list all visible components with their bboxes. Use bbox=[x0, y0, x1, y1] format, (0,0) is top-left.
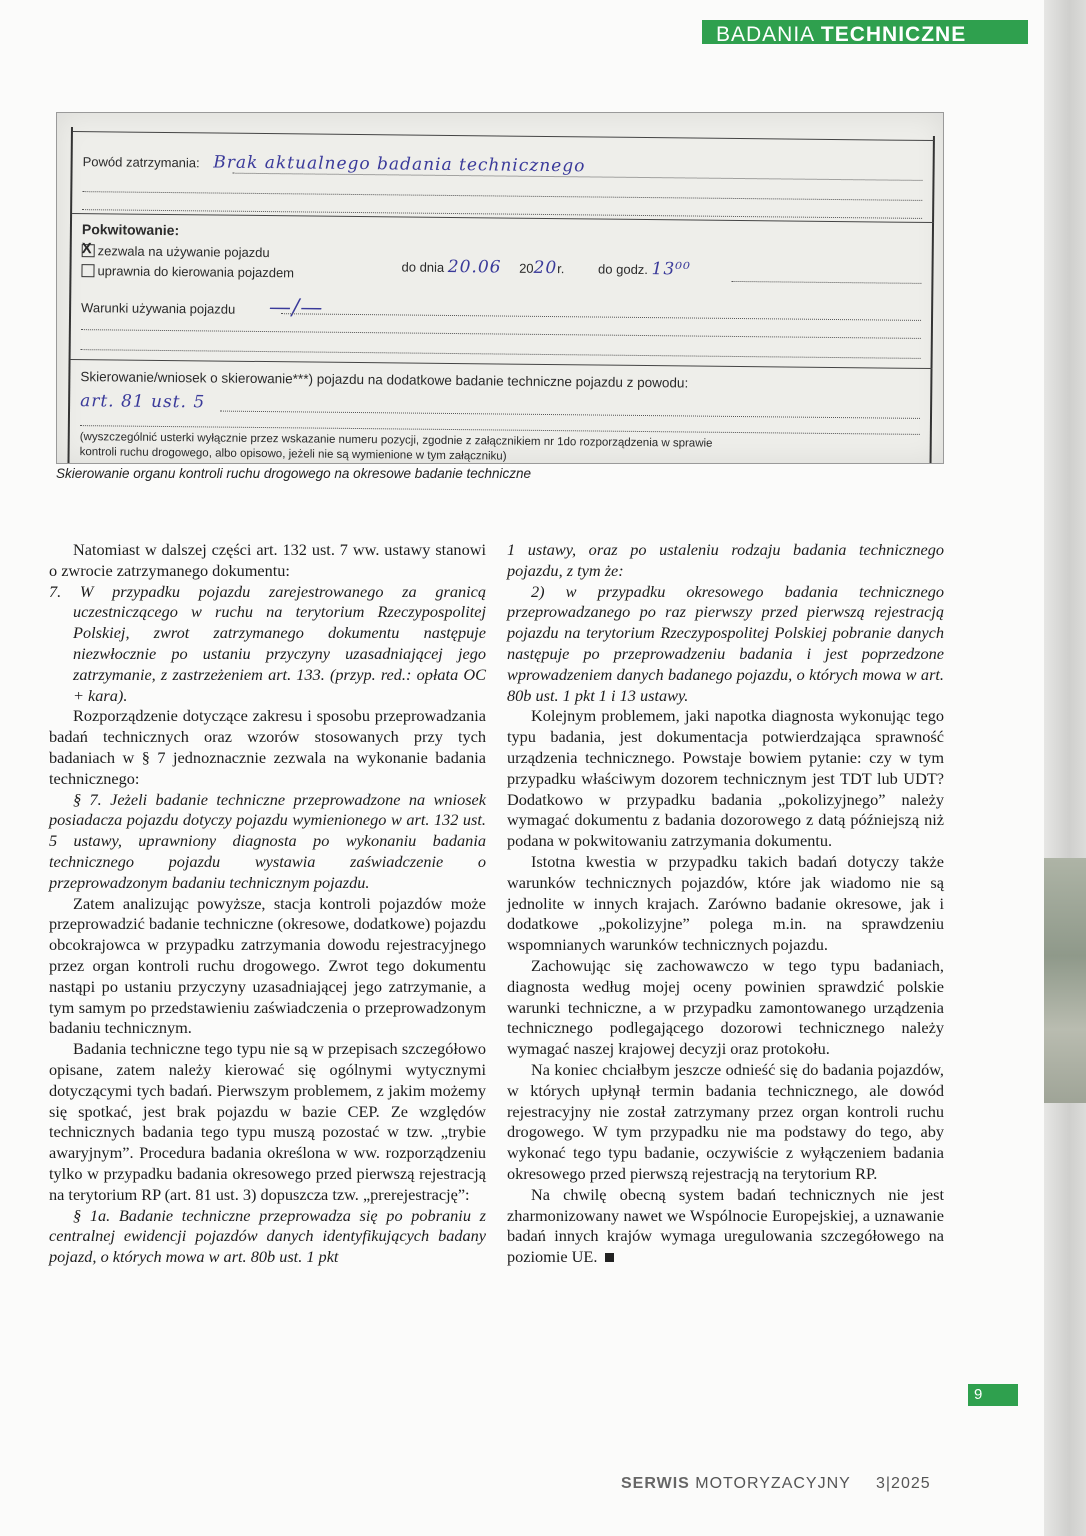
conditions-row bbox=[81, 293, 323, 321]
paragraph: Natomiast w dalszej części art. 132 ust. 7 ww. ustawy stanowi o zwrocie zatrzymanego dokumentu: bbox=[49, 540, 486, 580]
referral-label: Skierowanie/wniosek o skierowanie***) pojazdu na dodatkowe badanie techniczne pojazdu z powodu: bbox=[80, 369, 689, 391]
figure-caption: Skierowanie organu kontroli ruchu drogowego na okresowe badanie techniczne bbox=[56, 466, 532, 481]
footer-issue: 3|2025 bbox=[875, 1475, 931, 1492]
checkbox-crossed bbox=[81, 264, 94, 277]
section-header-bold: TECHNICZNE bbox=[820, 23, 967, 44]
paragraph: Kolejnym problemem, jaki napotka diagnosta wykonując tego typu badania, jest dokumentacja potwierdzająca sprawność urządzenia technicznego. Powstaje bowiem pytanie: czy w tym przypadku właściwym dozorem technicznym jest TDT lub UDT? Dodatkowo w przypadku badania „pokolizyjnego” należy wymagać dokumentu z badania dozorowego z datą późniejszą niż podana w pokwitowaniu zatrzymania dokumentu. bbox=[507, 706, 944, 851]
paragraph: Istotna kwestia w przypadku takich badań dotyczy także warunków technicznych pojazdów, które jak wiadomo nie są jednolite w innych krajach. Zarówno badanie okresowe, jak i dodatkowe „pokolizyjne” polega m.in. na sprawdzeniu wspomnianych warunków technicznych pojazdu. bbox=[507, 851, 944, 955]
paragraph: 1 ustawy, oraz po ustaleniu rodzaju badania technicznego pojazdu, z tym że: bbox=[507, 540, 944, 580]
until-date-handwritten: 20.06 bbox=[447, 256, 502, 278]
option-entitles-driving bbox=[81, 263, 294, 280]
year-prefix: 20 bbox=[519, 260, 534, 276]
conditions-label: Warunki używania pojazdu bbox=[81, 300, 236, 317]
paragraph: 7. W przypadku pojazdu zarejestrowanego za granicą uczestniczącego w ruchu na terytorium Rzeczypospolitej Polskiej, zwrot zatrzymanego dokumentu następuje niezwłocznie po ustaniu przyczyny uzasadniającej jego zatrzymanie, z zastrzeżeniem art. 133. (przyp. red.: opłata OC + kara). bbox=[49, 581, 486, 705]
right-column bbox=[507, 540, 944, 1268]
referral-handwritten: art. 81 ust. 5 bbox=[80, 391, 206, 413]
dotted-line bbox=[731, 281, 921, 284]
form-note-line-1: (wyszczególnić usterki wyłącznie przez wskazanie numeru pozycji, zgodnie z załącznikiem nr 1do rozporządzenia w sprawie bbox=[79, 431, 713, 450]
footer bbox=[621, 1475, 931, 1493]
section-header bbox=[702, 20, 1028, 44]
paragraph: Na chwilę obecną system badań technicznych nie jest zharmonizowany nawet we Wspólnocie Europejskiej, a uznawanie badań innych krajów wymaga uregulowania szczegółowego na poziomie UE. bbox=[507, 1184, 944, 1267]
page-edge bbox=[1044, 0, 1086, 1536]
year-handwritten: 20 bbox=[533, 257, 558, 279]
page-number: 9 bbox=[968, 1384, 1018, 1406]
paragraph: Zachowując się zachowawczo w tego typu badaniach, diagnosta według mojej oceny powinien sprawdzić polskie warunki techniczne, a w przypadku zamontowanego urządzenia technicznego podlegającego dozorowi technicznego należy wymagać naszej krajowej decyzji oraz protokołu. bbox=[507, 955, 944, 1059]
reason-row bbox=[83, 151, 586, 176]
hour-handwritten: 13⁰⁰ bbox=[651, 259, 691, 280]
form-top-rule bbox=[73, 131, 935, 141]
conditions-handwritten: —/— bbox=[268, 295, 324, 321]
left-column bbox=[49, 540, 486, 1268]
paragraph: § 1a. Badanie techniczne przeprowadza się po pobraniu z centralnej ewidencji pojazdów danych identyfikujących badany pojazd, o których mowa w art. 80b ust. 1 pkt bbox=[49, 1205, 486, 1267]
reason-label: Powód zatrzymania: bbox=[82, 154, 200, 171]
until-label: do dnia bbox=[401, 259, 445, 275]
form-rule bbox=[71, 359, 933, 369]
option-entitles-driving-label: uprawnia do kierowania pojazdem bbox=[97, 263, 295, 281]
dotted-line bbox=[81, 329, 921, 339]
reason-handwritten: Brak aktualnego badania technicznego bbox=[213, 152, 586, 177]
end-of-article-mark bbox=[605, 1253, 614, 1262]
until-row bbox=[401, 256, 691, 279]
form-frame bbox=[67, 127, 935, 464]
referral-row bbox=[80, 391, 205, 412]
paragraph: Na koniec chciałbym jeszcze odnieść się do badania pojazdów, w których upłynął termin badania technicznego, ale dowód rejestracyjny nie został zatrzymany przez organ kontroli ruchu drogowego. W tym przypadku nie ma podstawy do tego, aby wykonać tego typu badanie, oczywiście z wyłączeniem badania okresowego przed pierwszą rejestracją na terytorium RP. bbox=[507, 1059, 944, 1183]
checkbox-checked: X bbox=[82, 244, 95, 257]
section-header-light: BADANIA bbox=[716, 23, 815, 44]
adjacent-page-photo bbox=[1044, 858, 1086, 1103]
paragraph: 2) w przypadku okresowego badania technicznego przeprowadzanego po raz pierwszy przed pierwszą rejestracją pojazdu na terytorium Rzeczypospolitej Polskiej pobranie danych następuje po przeprowadzeniu badania i jest poprzedzone wprowadzeniem danych badanego pojazdu, o których mowa w art. 80b ust. 1 pkt 1 i 13 ustawy. bbox=[507, 581, 944, 705]
receipt-title: Pokwitowanie: bbox=[81, 221, 180, 239]
footer-brand: SERWIS bbox=[621, 1475, 690, 1492]
paragraph: § 7. Jeżeli badanie techniczne przeprowadzone na wniosek posiadacza pojazdu dotyczy pojazdu wymienionego w art. 132 ust. 5 ustawy, uprawniony diagnosta po wykonaniu badania technicznego pojazdu wystawia zaświadczenie o przeprowadzonym badaniu technicznym pojazdu. bbox=[49, 789, 486, 892]
dotted-line bbox=[81, 349, 921, 359]
year-suffix: r. bbox=[557, 261, 565, 277]
paragraph: Rozporządzenie dotyczące zakresu i sposobu przeprowadzania badań technicznych oraz wzorów stosowanych przy tych badaniach w § 7 jednoznacznie zezwala na wykonanie badania technicznego: bbox=[49, 706, 486, 788]
paragraph: Badania techniczne tego typu nie są w przepisach szczegółowo opisane, zatem należy kierować się ogólnymi wytycznymi dotyczącymi tych badań. Pierwszym problemem, z jakim możemy się spotkać, jest brak pojazdu w bazie CEP. Ze względów technicznych badania tego typu muszą pozostać w tzw. „trybie awaryjnym”. Procedura badania określona w ww. rozporządzeniu tylko w przypadku badania okresowego przed pierwszą rejestracją na terytorium RP (art. 81 ust. 3) dopuszcza tzw. „prerejestrację”: bbox=[49, 1039, 486, 1204]
scanned-form-image bbox=[56, 112, 944, 464]
paragraph: Zatem analizując powyższe, stacja kontroli pojazdów może przeprowadzić badanie techniczne (okresowe, dodatkowe) pojazdu obcokrajowca w przypadku zatrzymania dowodu rejestracyjnego przez organ kontroli ruchu drogowego. Zwrot tego dokumentu nastąpi po ustaniu przyczyny uzasadniającej jego zatrzymanie, a tym samym po przedstawieniu zaświadczenia o przeprowadzonym badaniu technicznym. bbox=[49, 893, 486, 1038]
footer-magazine: MOTORYZACYJNY bbox=[695, 1475, 851, 1492]
dotted-line bbox=[82, 191, 922, 201]
option-allow-use bbox=[81, 240, 270, 261]
hour-label: do godz. bbox=[598, 261, 649, 278]
form-note-line-2: kontroli ruchu drogowego, albo opisowo, jeżeli nie są wymienione w tym załączniku) bbox=[79, 446, 507, 463]
dotted-line bbox=[281, 313, 921, 321]
option-allow-use-label: zezwala na używanie pojazdu bbox=[97, 243, 270, 261]
dotted-line bbox=[220, 411, 920, 419]
